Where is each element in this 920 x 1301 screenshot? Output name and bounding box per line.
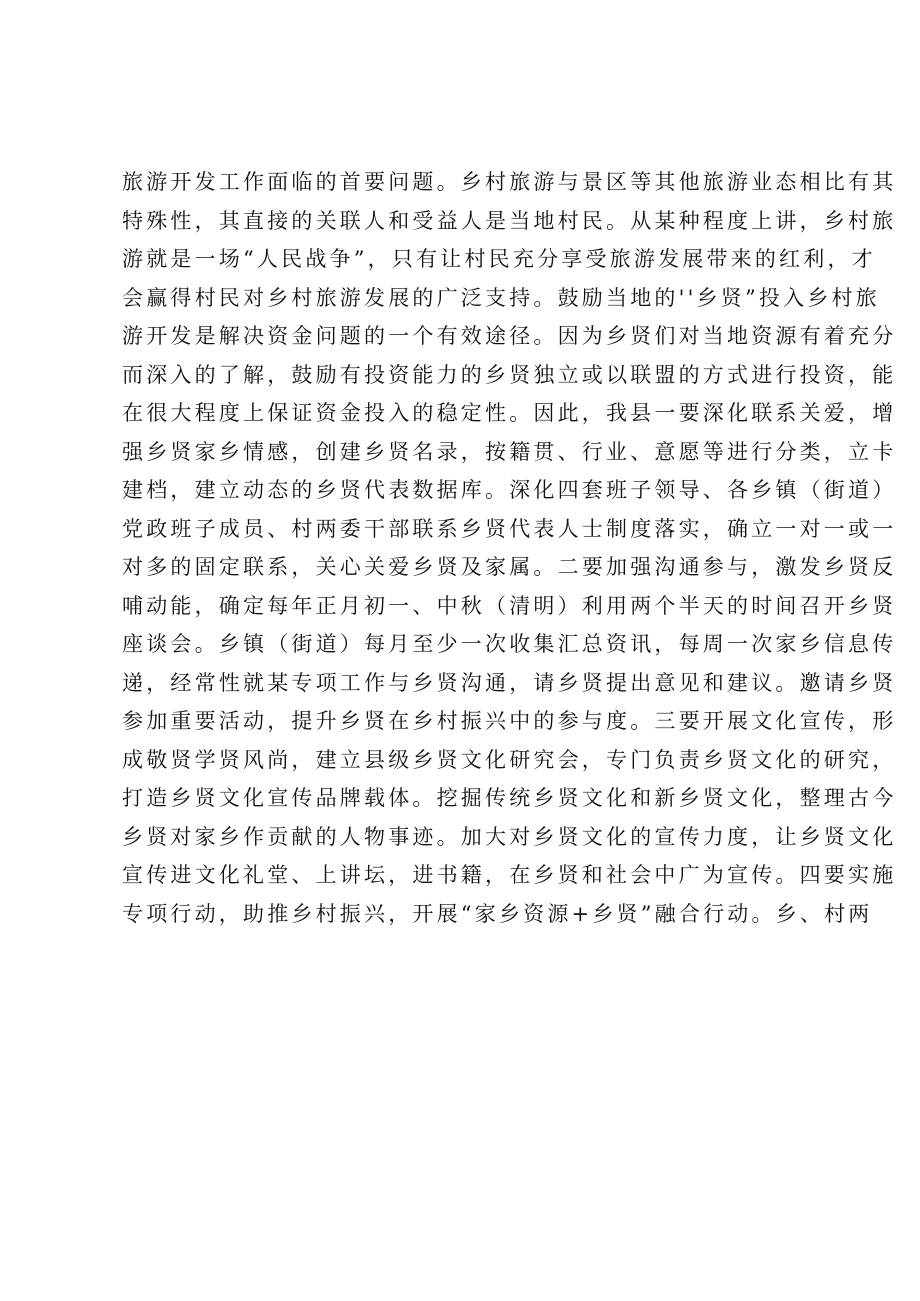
text-line: 哺动能，确定每年正月初一、中秋（清明）利用两个半天的时间召开乡贤 xyxy=(122,593,897,618)
text-line: 强乡贤家乡情感，创建乡贤名录，按籍贯、行业、意愿等进行分类，立卡 xyxy=(122,439,897,464)
text-line: 专项行动，助推乡村振兴，开展“家乡资源+乡贤”融合行动。乡、村两 xyxy=(122,901,873,926)
body-paragraph xyxy=(122,163,897,933)
text-line: 特殊性，其直接的关联人和受益人是当地村民。从某种程度上讲，乡村旅 xyxy=(122,208,897,233)
text-line: 会赢得村民对乡村旅游发展的广泛支持。鼓励当地的''乡贤”投入乡村旅 xyxy=(122,285,880,310)
text-line: 座谈会。乡镇（街道）每月至少一次收集汇总资讯，每周一次家乡信息传 xyxy=(122,632,897,656)
text-line: 乡贤对家乡作贡献的人物事迹。加大对乡贤文化的宣传力度，让乡贤文化 xyxy=(122,824,897,849)
text-line: 打造乡贤文化宣传品牌载体。挖掘传统乡贤文化和新乡贤文化，整理古今 xyxy=(122,786,897,810)
text-line: 在很大程度上保证资金投入的稳定性。因此，我县一要深化联系关爱，增 xyxy=(122,401,897,425)
text-line: 旅游开发工作面临的首要问题。乡村旅游与景区等其他旅游业态相比有其 xyxy=(122,170,897,194)
text-line: 宣传进文化礼堂、上讲坛，进书籍，在乡贤和社会中广为宣传。四要实施 xyxy=(122,863,897,887)
text-line: 成敬贤学贤风尚，建立县级乡贤文化研究会，专门负责乡贤文化的研究， xyxy=(122,747,897,772)
text-line: 游开发是解决资金问题的一个有效途径。因为乡贤们对当地资源有着充分 xyxy=(122,324,897,348)
text-line: 对多的固定联系，关心关爱乡贤及家属。二要加强沟通参与，激发乡贤反 xyxy=(122,555,897,579)
text-line: 党政班子成员、村两委干部联系乡贤代表人士制度落实，确立一对一或一 xyxy=(122,516,897,541)
text-line: 游就是一场“人民战争”，只有让村民充分享受旅游发展带来的红利，才 xyxy=(122,247,876,271)
text-line: 建档，建立动态的乡贤代表数据库。深化四套班子领导、各乡镇（街道） xyxy=(122,478,897,502)
text-line: 而深入的了解，鼓励有投资能力的乡贤独立或以联盟的方式进行投资，能 xyxy=(122,362,897,387)
text-line: 递，经常性就某专项工作与乡贤沟通，请乡贤提出意见和建议。邀请乡贤 xyxy=(122,670,897,695)
text-line: 参加重要活动，提升乡贤在乡村振兴中的参与度。三要开展文化宣传，形 xyxy=(122,709,897,733)
